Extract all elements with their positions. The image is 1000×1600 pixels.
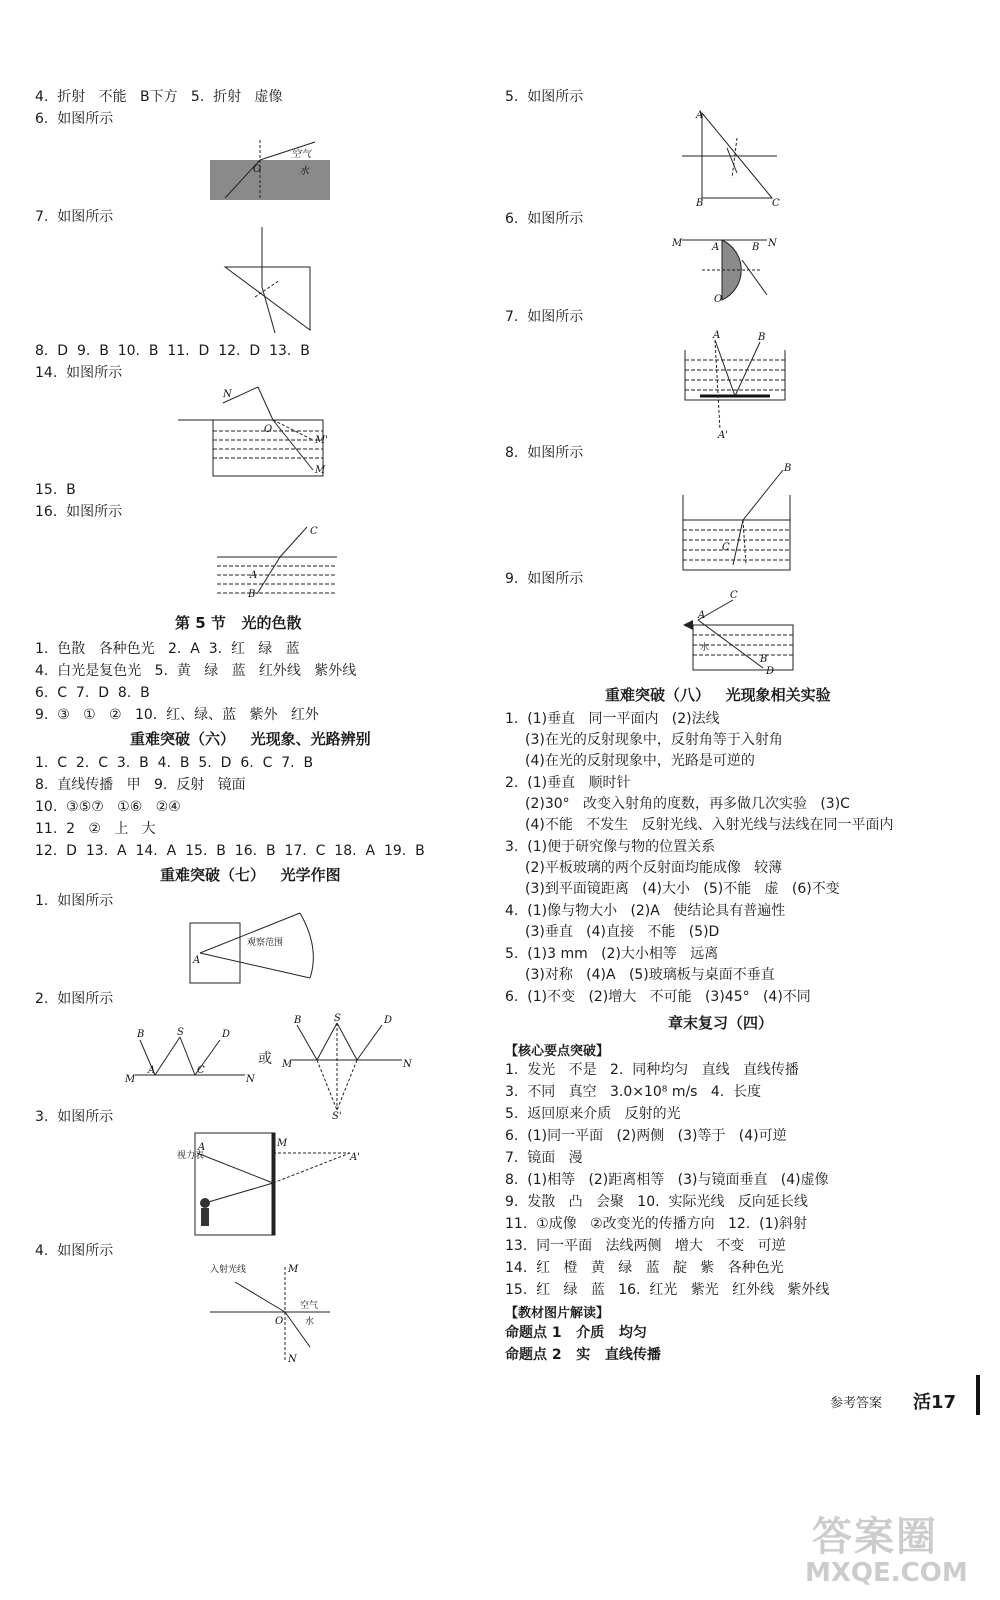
section-title: 第 5 节 光的色散	[175, 614, 302, 632]
answer-line: 5. (1)3 mm (2)大小相等 远离	[505, 946, 719, 962]
answer-line: (3)对称 (4)A (5)玻璃板与桌面不垂直	[525, 967, 775, 983]
figure-eye-chart	[175, 1128, 375, 1238]
b-label: B	[760, 654, 768, 665]
answer-line: (3)在光的反射现象中，反射角等于入射角	[525, 732, 783, 748]
footer-label: 参考答案	[830, 1396, 883, 1411]
answer-line: 11. ①成像 ②改变光的传播方向 12. (1)斜射	[505, 1216, 807, 1232]
answer-line: 12. D 13. A 14. A 15. B 16. B 17. C 18. A 19. B	[35, 843, 425, 859]
answer-line: 9. 发散 凸 会聚 10. 实际光线 反向延长线	[505, 1194, 808, 1210]
water-label: 水	[299, 166, 309, 177]
m-label: M	[288, 1264, 299, 1275]
answer-line: 10. ③⑤⑦ ①⑥ ②④	[35, 799, 181, 815]
eye-chart-label: 视力表	[177, 1151, 205, 1161]
page-number: 活17	[913, 1392, 957, 1413]
answer-line: 8. (1)相等 (2)距离相等 (3)与镜面垂直 (4)虚像	[505, 1172, 829, 1188]
answer-line: 4. 折射 不能 B下方 5. 折射 虚像	[35, 89, 283, 105]
figure-prism-5	[682, 108, 782, 208]
figure-incident-water	[205, 1262, 335, 1367]
figure-prism-7	[220, 225, 330, 337]
s-label: S	[177, 1027, 184, 1038]
answer-line: 15. B	[35, 482, 76, 498]
a-prime-label: A'	[350, 1152, 360, 1163]
n-label: N	[223, 389, 232, 400]
b-label: B	[137, 1029, 145, 1040]
answer-line: 9. 如图所示	[505, 571, 584, 587]
a-label: A	[198, 1142, 206, 1153]
answer-line: 5. 如图所示	[505, 89, 584, 105]
water-label: 水	[700, 643, 710, 653]
answer-line: 命题点 1 介质 均匀	[505, 1325, 647, 1341]
air-label: 空气	[300, 1301, 319, 1311]
a-label: A	[713, 330, 721, 341]
answer-line: 13. 同一平面 法线两侧 增大 不变 可逆	[505, 1238, 786, 1254]
answer-line: 14. 如图所示	[35, 365, 123, 381]
b-label: B	[696, 198, 704, 209]
s-prime-label: S'	[332, 1111, 342, 1122]
answer-line: 2. (1)垂直 顺时针	[505, 775, 631, 791]
figure-water-16	[212, 522, 342, 604]
watermark-url: MXQE.COM	[805, 1558, 968, 1588]
answer-line: 6. C 7. D 8. B	[35, 685, 150, 701]
answer-line: 6. 如图所示	[505, 211, 584, 227]
n-label: N	[288, 1354, 297, 1365]
answer-line: 7. 如图所示	[35, 209, 114, 225]
c-label: C	[730, 590, 738, 601]
answer-line: 8. 如图所示	[505, 445, 584, 461]
section-title: 重难突破（六） 光现象、光路辨别	[130, 730, 371, 748]
m-label: M	[282, 1059, 293, 1070]
answer-line: 14. 红 橙 黄 绿 蓝 靛 紫 各种色光	[505, 1260, 784, 1276]
answer-line: 3. (1)便于研究像与物的位置关系	[505, 839, 716, 855]
a-prime-label: A'	[718, 430, 728, 441]
s-label: S	[334, 1013, 341, 1024]
figure-water-9	[678, 590, 798, 680]
or-label: 或	[258, 1051, 272, 1067]
n-label: N	[246, 1074, 255, 1085]
answer-line: 命题点 2 实 直线传播	[505, 1347, 661, 1363]
a-label: A	[712, 242, 720, 253]
n-label: N	[403, 1059, 412, 1070]
answer-line: 1. 发光 不是 2. 同种均匀 直线 直线传播	[505, 1062, 799, 1078]
d-label: D	[766, 666, 775, 677]
figure-view-range	[185, 908, 325, 988]
answer-line: 9. ③ ① ② 10. 红、绿、蓝 紫外 红外	[35, 707, 319, 723]
figure-mirror-s-1	[125, 1025, 255, 1085]
section-title: 重难突破（八） 光现象相关实验	[605, 686, 831, 704]
figure-tank-8	[678, 465, 798, 575]
o-label: O	[714, 294, 723, 305]
answer-line: 4. 白光是复色光 5. 黄 绿 蓝 红外线 紫外线	[35, 663, 357, 679]
answer-line: (4)不能 不发生 反射光线、入射光线与法线在同一平面内	[525, 817, 894, 833]
answer-line: 6. (1)同一平面 (2)两侧 (3)等于 (4)可逆	[505, 1128, 787, 1144]
subsection-title: 【核心要点突破】	[505, 1044, 610, 1059]
water-block	[210, 160, 330, 200]
answer-line: 1. 如图所示	[35, 893, 114, 909]
b-label: B	[248, 589, 256, 600]
figure-refraction-6	[205, 140, 335, 202]
answer-line: 3. 如图所示	[35, 1109, 114, 1125]
answer-line: (4)在光的反射现象中，光路是可逆的	[525, 753, 755, 769]
answer-line: 1. 色散 各种色光 2. A 3. 红 绿 蓝	[35, 641, 300, 657]
c-label: C	[310, 526, 318, 537]
figure-mirror-s-2	[282, 1015, 412, 1120]
answer-line: 16. 如图所示	[35, 504, 123, 520]
water-label: 水	[305, 1317, 315, 1327]
d-label: D	[384, 1015, 393, 1026]
a-label: A	[193, 955, 201, 966]
answer-line: 3. 不同 真空 3.0×10⁸ m/s 4. 长度	[505, 1084, 762, 1100]
a-label: A	[148, 1065, 156, 1076]
watermark-logo: 答案圈	[812, 1514, 938, 1560]
m-label: M	[315, 465, 326, 476]
answer-line: 5. 返回原来介质 反射的光	[505, 1106, 681, 1122]
a-label: A	[696, 110, 704, 121]
answer-line: 7. 如图所示	[505, 309, 584, 325]
answer-line: 6. 如图所示	[35, 111, 114, 127]
answer-line: 11. 2 ② 上 大	[35, 821, 156, 837]
section-title: 重难突破（七） 光学作图	[160, 866, 341, 884]
b-label: B	[294, 1015, 302, 1026]
m-label: M	[277, 1138, 288, 1149]
incident-label: 入射光线	[210, 1265, 247, 1275]
answer-line: (3)垂直 (4)直接 不能 (5)D	[525, 924, 720, 940]
c-label: C	[197, 1065, 205, 1076]
c-label: C	[772, 198, 780, 209]
a-label: A	[698, 610, 706, 621]
view-range-label: 观察范围	[247, 938, 284, 948]
figure-semicircle	[672, 230, 782, 305]
b-label: B	[752, 242, 760, 253]
answer-line: 8. D 9. B 10. B 11. D 12. D 13. B	[35, 343, 310, 359]
m-label: M	[672, 238, 683, 249]
b-label: B	[758, 332, 766, 343]
b-label: B	[784, 463, 792, 474]
answer-line: 4. 如图所示	[35, 1243, 114, 1259]
answer-line: 1. C 2. C 3. B 4. B 5. D 6. C 7. B	[35, 755, 314, 771]
answer-line: 8. 直线传播 甲 9. 反射 镜面	[35, 777, 246, 793]
answer-line: (3)到平面镜距离 (4)大小 (5)不能 虚 (6)不变	[525, 881, 840, 897]
point-o-label: O	[253, 164, 262, 175]
o-label: O	[264, 424, 273, 435]
answer-line: 15. 红 绿 蓝 16. 红光 紫光 红外线 紫外线	[505, 1282, 830, 1298]
m-label: M	[125, 1074, 136, 1085]
figure-pool-14	[178, 385, 328, 477]
answer-line: 6. (1)不变 (2)增大 不可能 (3)45° (4)不同	[505, 989, 811, 1005]
d-label: D	[222, 1029, 231, 1040]
answer-line: 1. (1)垂直 同一平面内 (2)法线	[505, 711, 720, 727]
answer-line: 2. 如图所示	[35, 991, 114, 1007]
o-label: O	[275, 1316, 284, 1327]
answer-line: (2)30° 改变入射角的度数，再多做几次实验 (3)C	[525, 796, 850, 812]
n-label: N	[768, 238, 777, 249]
page-edge-bar	[976, 1375, 980, 1415]
answer-line: (2)平板玻璃的两个反射面均能成像 较薄	[525, 860, 783, 876]
answer-line: 4. (1)像与物大小 (2)A 使结论具有普遍性	[505, 903, 786, 919]
figure-tank-7	[680, 330, 790, 440]
answer-line: 7. 镜面 漫	[505, 1150, 583, 1166]
a-label: A	[250, 570, 258, 581]
c-label: C	[722, 542, 730, 553]
m-prime-label: M'	[315, 435, 328, 446]
section-title: 章末复习（四）	[668, 1014, 774, 1032]
subsection-title: 【教材图片解读】	[505, 1306, 610, 1321]
air-label: 空气	[291, 149, 311, 160]
